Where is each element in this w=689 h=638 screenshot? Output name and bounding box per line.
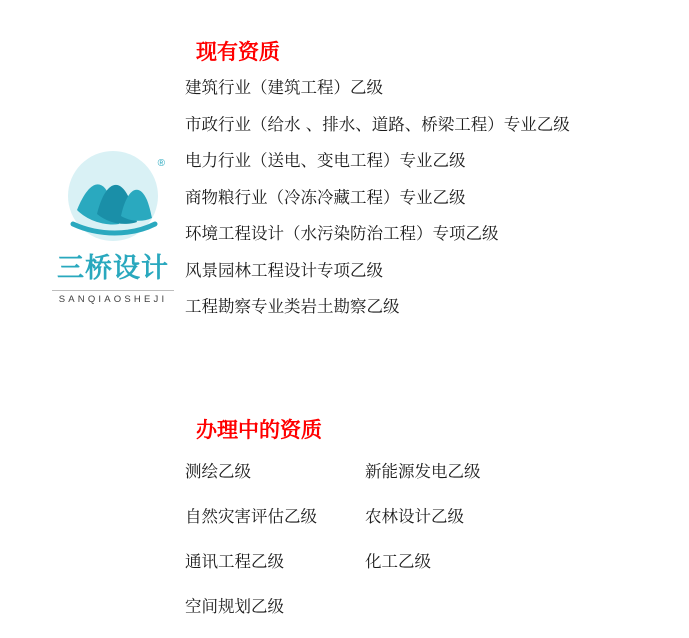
company-logo [48,150,178,305]
list-item: 市政行业（给水 、排水、道路、桥梁工程）专业乙级 [185,114,570,134]
list-item: 新能源发电乙级 [365,462,481,481]
list-item: 农林设计乙级 [365,507,464,526]
list-row [185,503,645,527]
list-item: 商物粮行业（冷冻冷藏工程）专业乙级 [185,187,466,207]
section-heading-in-progress: 办理中的资质 [196,418,322,442]
list-item: 自然灾害评估乙级 [185,507,317,526]
list-item: 环境工程设计（水污染防治工程）专项乙级 [185,224,499,243]
list-row [185,458,645,482]
logo-name-en: SANQIAOSHEJI [58,294,168,305]
current-qualification-list [185,80,665,336]
list-item: 风景园林工程设计专项乙级 [185,260,383,280]
list-item: 测绘乙级 [185,462,251,481]
list-item: 建筑行业（建筑工程）乙级 [185,78,383,97]
list-item: 电力行业（送电、变电工程）专业乙级 [185,151,466,170]
wave-logo-icon [59,150,167,242]
registered-trademark-icon: ® [157,158,165,169]
list-item: 通讯工程乙级 [185,552,284,571]
list-row [185,548,645,572]
in-progress-qualification-list [185,458,645,638]
list-item: 工程勘察专业类岩土勘察乙级 [185,297,400,316]
section-heading-current: 现有资质 [196,40,280,64]
list-item [365,593,585,617]
logo-divider [52,290,174,291]
list-row [185,593,645,617]
list-item: 空间规划乙级 [185,597,284,616]
logo-name-cn: 三桥设计 [57,253,169,284]
list-item: 化工乙级 [365,552,431,571]
